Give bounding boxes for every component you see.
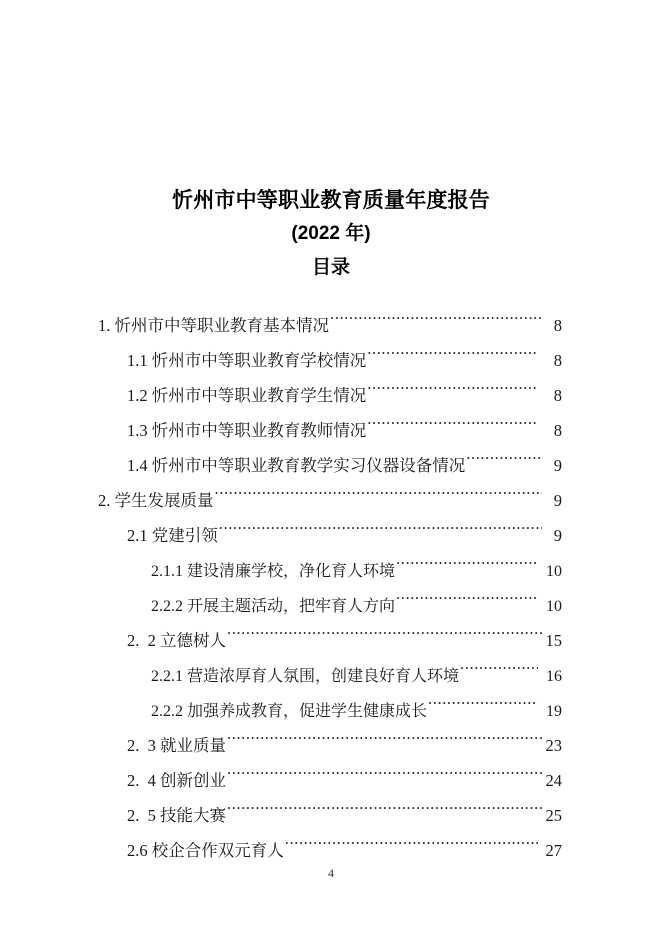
title-block [0, 186, 662, 281]
toc-entry[interactable] [0, 786, 662, 825]
toc-dot-leader [227, 611, 542, 646]
toc-entry-page-number: 23 [545, 736, 562, 755]
toc-dot-leader [367, 366, 538, 401]
toc-dot-leader [227, 751, 542, 786]
toc-dot-leader [330, 296, 542, 331]
toc-dot-leader [215, 471, 543, 506]
toc-dot-leader [227, 716, 542, 751]
toc-dot-leader [219, 506, 542, 541]
toc-entry-page-number: 19 [546, 703, 562, 720]
page-title: 忻州市中等职业教育质量年度报告 [172, 189, 490, 212]
toc-entry-page-number: 9 [553, 456, 562, 475]
toc-entry-label: 2.2.1 营造浓厚育人氛围，创建良好育人环境 [151, 668, 460, 685]
toc-entry[interactable] [0, 611, 662, 650]
toc-dot-leader [466, 436, 542, 471]
toc-entry-label: 1.2 忻州市中等职业教育学生情况 [127, 386, 367, 405]
footer-page-number: 4 [328, 866, 334, 880]
toc-dot-leader [227, 786, 542, 821]
toc-entry-label: 2. 5 技能大赛 [127, 806, 226, 825]
toc-entry-label: 2.6 校企合作双元育人 [127, 841, 284, 860]
toc-entry-label: 1.1 忻州市中等职业教育学校情况 [127, 351, 367, 370]
toc-entry[interactable] [0, 471, 662, 510]
toc-entry-label: 2. 学生发展质量 [98, 491, 214, 510]
toc-entry[interactable] [0, 541, 662, 580]
toc-entry-page-number: 25 [545, 806, 562, 825]
toc-entry-label: 2.2.2 加强养成教育，促进学生健康成长 [151, 703, 428, 720]
toc-entry[interactable] [0, 716, 662, 755]
toc-entry-page-number: 9 [553, 526, 562, 545]
toc-dot-leader [367, 401, 538, 436]
toc-entry-label: 1. 忻州市中等职业教育基本情况 [98, 316, 329, 335]
toc-entry-page-number: 8 [553, 386, 562, 405]
toc-entry-label: 1.3 忻州市中等职业教育教师情况 [127, 421, 367, 440]
toc-entry-page-number: 8 [553, 421, 562, 440]
toc-entry-label: 2. 3 就业质量 [127, 736, 226, 755]
toc-entry-label: 2. 2 立德树人 [127, 631, 226, 650]
toc-dot-leader [460, 646, 538, 681]
toc-dot-leader [396, 541, 538, 576]
toc-entry[interactable] [0, 821, 662, 860]
toc-dot-leader [396, 576, 538, 611]
toc-dot-leader [367, 331, 538, 366]
toc-entry-page-number: 9 [553, 491, 562, 510]
page-subtitle-year: (2022 年) [291, 223, 371, 244]
toc-entry-label: 2. 4 创新创业 [127, 771, 226, 790]
toc-entry-page-number: 10 [546, 563, 562, 580]
toc-entry-page-number: 16 [546, 668, 562, 685]
toc-entry[interactable] [0, 751, 662, 790]
toc-entry[interactable] [0, 296, 662, 335]
toc-entry-page-number: 24 [545, 771, 562, 790]
toc-entry-page-number: 8 [553, 316, 562, 335]
table-of-contents [0, 296, 662, 860]
toc-entry-label: 2.1 党建引领 [127, 526, 218, 545]
toc-dot-leader [285, 821, 538, 856]
toc-entry-label: 2.1.1 建设清廉学校，净化育人环境 [151, 563, 396, 580]
toc-entry-label: 2.2.2 开展主题活动，把牢育人方向 [151, 598, 396, 615]
toc-entry-page-number: 27 [545, 841, 562, 860]
toc-entry-label: 1.4 忻州市中等职业教育教学实习仪器设备情况 [127, 456, 466, 475]
toc-entry-page-number: 15 [545, 631, 562, 650]
toc-entry-page-number: 8 [553, 351, 562, 370]
toc-entry-page-number: 10 [546, 598, 562, 615]
toc-entry[interactable] [0, 646, 662, 685]
table-of-contents-heading: 目录 [311, 257, 350, 278]
toc-dot-leader [428, 681, 538, 716]
